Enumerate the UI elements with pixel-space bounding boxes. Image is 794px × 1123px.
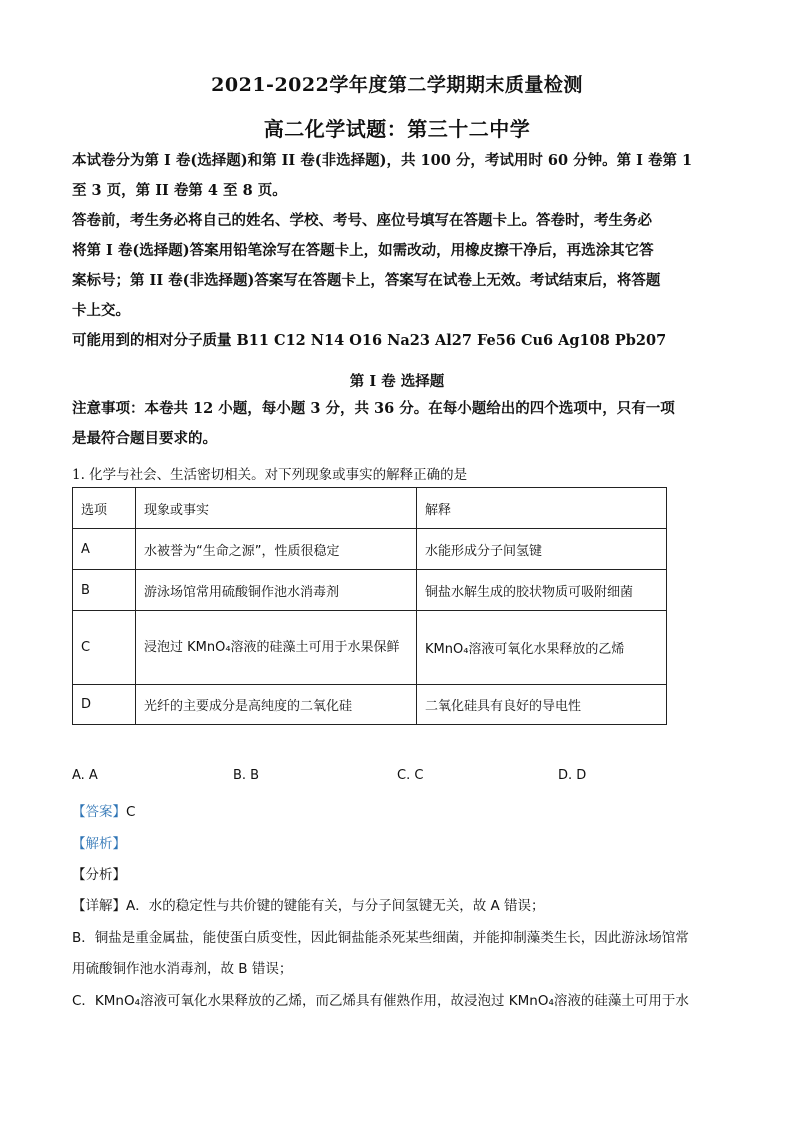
fact-cell: 光纤的主要成分是高纯度的二氧化硅 bbox=[136, 685, 417, 725]
detail-line: B．铜盐是重金属盐，能使蛋白质变性，因此铜盐能杀死某些细菌，并能抑制藻类生长，因此游泳场馆常 bbox=[72, 930, 689, 946]
explain-cell: 水能形成分子间氢键 bbox=[417, 529, 667, 570]
intro-line: 将第 I 卷(选择题)答案用铅笔涂写在答题卡上，如需改动，用橡皮擦干净后，再选涂其它答 bbox=[72, 242, 654, 259]
table-row bbox=[73, 570, 667, 611]
question-stem: 1. 化学与社会、生活密切相关。对下列现象或事实的解释正确的是 bbox=[72, 467, 468, 483]
detail-text: A．水的稳定性与共价键的键能有关，与分子间氢键无关，故 A 错误； bbox=[126, 898, 545, 914]
option-cell: D bbox=[73, 685, 136, 725]
intro-line: 本试卷分为第 I 卷(选择题)和第 II 卷(非选择题)，共 100 分，考试用时 60 分钟。第 I 卷第 1 bbox=[72, 152, 693, 169]
fenxi-line bbox=[72, 863, 126, 883]
explain-cell: 铜盐水解生成的胶状物质可吸附细菌 bbox=[417, 570, 667, 611]
intro-line: 答卷前，考生务必将自己的姓名、学校、考号、座位号填写在答题卡上。答卷时，考生务必 bbox=[72, 212, 652, 229]
table-header-cell: 现象或事实 bbox=[136, 488, 417, 529]
answer-line bbox=[72, 800, 135, 820]
analysis-line bbox=[72, 832, 126, 852]
intro-line: 案标号；第 II 卷(非选择题)答案写在答题卡上，答案写在试卷上无效。考试结束后，将答题 bbox=[72, 272, 661, 289]
intro-line: 卡上交。 bbox=[72, 302, 130, 319]
fact-cell: 水被誉为“生命之源”，性质很稳定 bbox=[136, 529, 417, 570]
answer-value: C bbox=[126, 804, 136, 820]
table-row bbox=[73, 529, 667, 570]
explain-cell: 二氧化硅具有良好的导电性 bbox=[417, 685, 667, 725]
explain-cell: KMnO₄溶液可氧化水果释放的乙烯 bbox=[417, 611, 667, 685]
option-d: D. D bbox=[558, 768, 587, 783]
detail-tag: 【详解】 bbox=[72, 898, 126, 914]
page-title: 2021-2022学年度第二学期期末质量检测 bbox=[211, 74, 583, 96]
analysis-tag: 【解析】 bbox=[72, 836, 126, 852]
intro-paragraph bbox=[72, 146, 722, 356]
fact-cell: 游泳场馆常用硫酸铜作池水消毒剂 bbox=[136, 570, 417, 611]
intro-line: 至 3 页，第 II 卷第 4 至 8 页。 bbox=[72, 182, 287, 199]
option-c: C. C bbox=[397, 768, 424, 783]
option-cell: C bbox=[73, 611, 136, 685]
answer-tag: 【答案】 bbox=[72, 804, 126, 820]
option-cell: B bbox=[73, 570, 136, 611]
table-row bbox=[73, 685, 667, 725]
question-table bbox=[72, 487, 667, 725]
detail-line: 用硫酸铜作池水消毒剂，故 B 错误； bbox=[72, 961, 293, 977]
option-b: B. B bbox=[233, 768, 260, 783]
notice-line: 注意事项：本卷共 12 小题，每小题 3 分，共 36 分。在每小题给出的四个选项中，只有一项 bbox=[72, 400, 675, 417]
page-subtitle: 高二化学试题：第三十二中学 bbox=[263, 117, 531, 141]
notice-paragraph bbox=[72, 394, 722, 454]
notice-line: 是最符合题目要求的。 bbox=[72, 430, 217, 447]
detail-line bbox=[72, 894, 545, 914]
section-title: 第 I 卷 选择题 bbox=[349, 373, 445, 390]
fenxi-tag: 【分析】 bbox=[72, 867, 126, 883]
fact-cell: 浸泡过 KMnO₄溶液的硅藻土可用于水果保鲜 bbox=[136, 611, 417, 685]
intro-line: 可能用到的相对分子质量 B11 C12 N14 O16 Na23 Al27 Fe56 Cu6 Ag108 Pb207 bbox=[72, 332, 667, 349]
table-row bbox=[73, 611, 667, 685]
detail-line: C．KMnO₄溶液可氧化水果释放的乙烯，而乙烯具有催熟作用，故浸泡过 KMnO₄溶液的硅藻土可用于水 bbox=[72, 993, 689, 1009]
table-header-cell: 解释 bbox=[417, 488, 667, 529]
option-a: A. A bbox=[72, 768, 98, 783]
table-header-row bbox=[73, 488, 667, 529]
option-cell: A bbox=[73, 529, 136, 570]
table-header-cell: 选项 bbox=[73, 488, 136, 529]
